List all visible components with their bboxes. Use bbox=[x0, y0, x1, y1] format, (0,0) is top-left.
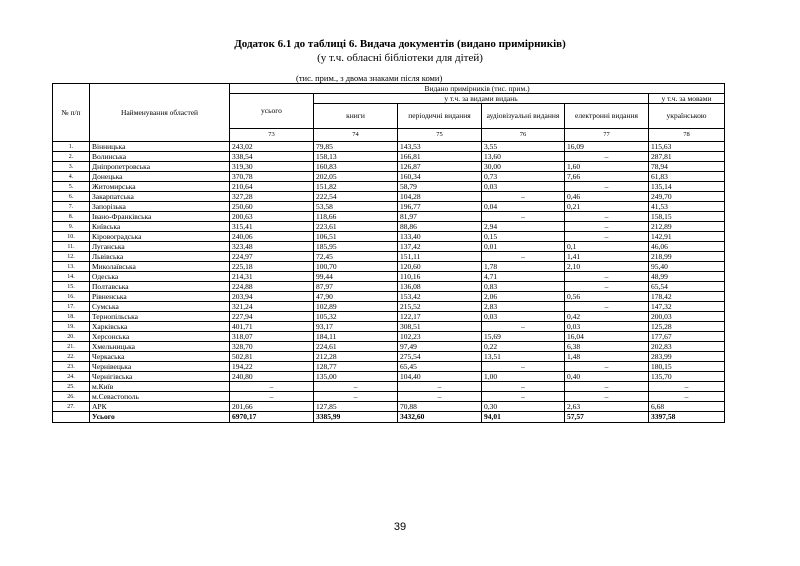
cell-books: 160,83 bbox=[314, 162, 398, 172]
cell-total: 323,48 bbox=[230, 242, 314, 252]
cell-books: 100,70 bbox=[314, 262, 398, 272]
row-index: 8. bbox=[53, 212, 90, 222]
region-name: Волинська bbox=[90, 152, 230, 162]
cell-periodicals: 137,42 bbox=[398, 242, 482, 252]
cell-books: 127,85 bbox=[314, 402, 398, 412]
cell-ukrainian: – bbox=[649, 382, 725, 392]
region-name: Сумська bbox=[90, 302, 230, 312]
row-index: 18. bbox=[53, 312, 90, 322]
cell-audiovisual: 13,51 bbox=[482, 352, 565, 362]
cell-audiovisual: – bbox=[482, 382, 565, 392]
cell-periodicals: 136,08 bbox=[398, 282, 482, 292]
cell-audiovisual: 3,55 bbox=[482, 142, 565, 152]
row-index: 1. bbox=[53, 142, 90, 152]
table-row bbox=[53, 192, 725, 202]
cell-books: 118,66 bbox=[314, 212, 398, 222]
cell-total: 502,81 bbox=[230, 352, 314, 362]
header-electronic: електронні видання bbox=[565, 104, 649, 129]
cell-ukrainian: 135,14 bbox=[649, 182, 725, 192]
cell-audiovisual: 0,22 bbox=[482, 342, 565, 352]
header-periodicals: періодичні видання bbox=[398, 104, 482, 129]
row-index: 26. bbox=[53, 392, 90, 402]
cell-ukrainian: 46,06 bbox=[649, 242, 725, 252]
cell-audiovisual: – bbox=[482, 362, 565, 372]
cell-ukrainian: 48,99 bbox=[649, 272, 725, 282]
cell-periodicals: 104,28 bbox=[398, 192, 482, 202]
region-name: Херсонська bbox=[90, 332, 230, 342]
cell-electronic: – bbox=[565, 282, 649, 292]
cell-electronic: 0,21 bbox=[565, 202, 649, 212]
total-cell-ukrainian: 3397,58 bbox=[649, 412, 725, 423]
row-index: 15. bbox=[53, 282, 90, 292]
cell-audiovisual: – bbox=[482, 252, 565, 262]
total-cell-periodicals: 3432,60 bbox=[398, 412, 482, 423]
cell-total: 318,07 bbox=[230, 332, 314, 342]
table-row bbox=[53, 382, 725, 392]
cell-electronic: 16,04 bbox=[565, 332, 649, 342]
row-index: 20. bbox=[53, 332, 90, 342]
table-row bbox=[53, 272, 725, 282]
cell-electronic: 2,10 bbox=[565, 262, 649, 272]
cell-electronic: – bbox=[565, 362, 649, 372]
row-index: 6. bbox=[53, 192, 90, 202]
cell-ukrainian: 6,68 bbox=[649, 402, 725, 412]
table-row bbox=[53, 362, 725, 372]
issuance-table bbox=[52, 83, 725, 423]
row-index: 7. bbox=[53, 202, 90, 212]
page-number: 39 bbox=[393, 521, 407, 533]
cell-audiovisual: 0,03 bbox=[482, 182, 565, 192]
cell-total: 370,78 bbox=[230, 172, 314, 182]
cell-books: 184,11 bbox=[314, 332, 398, 342]
cell-periodicals: 88,86 bbox=[398, 222, 482, 232]
table-row bbox=[53, 212, 725, 222]
table-row bbox=[53, 402, 725, 412]
table-row bbox=[53, 342, 725, 352]
cell-periodicals: 160,34 bbox=[398, 172, 482, 182]
cell-electronic: 1,60 bbox=[565, 162, 649, 172]
cell-total: – bbox=[230, 382, 314, 392]
total-index bbox=[53, 412, 90, 423]
header-number: № п/п bbox=[53, 84, 90, 142]
header-ukrainian: українською bbox=[649, 104, 725, 129]
region-name: м.Київ bbox=[90, 382, 230, 392]
cell-periodicals: 104,40 bbox=[398, 372, 482, 382]
region-name: Вінницька bbox=[90, 142, 230, 152]
cell-electronic: 0,40 bbox=[565, 372, 649, 382]
cell-ukrainian: 212,89 bbox=[649, 222, 725, 232]
cell-audiovisual: 1,78 bbox=[482, 262, 565, 272]
cell-total: 194,22 bbox=[230, 362, 314, 372]
cell-books: 87,97 bbox=[314, 282, 398, 292]
cell-periodicals: 133,40 bbox=[398, 232, 482, 242]
cell-audiovisual: – bbox=[482, 322, 565, 332]
cell-audiovisual: 2,83 bbox=[482, 302, 565, 312]
row-index: 4. bbox=[53, 172, 90, 182]
table-row bbox=[53, 332, 725, 342]
cell-electronic: 0,03 bbox=[565, 322, 649, 332]
row-index: 24. bbox=[53, 372, 90, 382]
row-index: 12. bbox=[53, 252, 90, 262]
cell-electronic: 1,48 bbox=[565, 352, 649, 362]
cell-books: 93,17 bbox=[314, 322, 398, 332]
cell-total: 328,70 bbox=[230, 342, 314, 352]
cell-audiovisual: – bbox=[482, 192, 565, 202]
cell-audiovisual: – bbox=[482, 392, 565, 402]
header-code: 73 bbox=[230, 129, 314, 142]
cell-electronic: 1,41 bbox=[565, 252, 649, 262]
header-code: 77 bbox=[565, 129, 649, 142]
region-name: Житомирська bbox=[90, 182, 230, 192]
cell-electronic: 16,09 bbox=[565, 142, 649, 152]
cell-electronic: – bbox=[565, 232, 649, 242]
row-index: 17. bbox=[53, 302, 90, 312]
header-code: 78 bbox=[649, 129, 725, 142]
cell-electronic: 0,46 bbox=[565, 192, 649, 202]
table-row bbox=[53, 322, 725, 332]
cell-total: 224,97 bbox=[230, 252, 314, 262]
cell-books: – bbox=[314, 392, 398, 402]
region-name: Дніпропетровська bbox=[90, 162, 230, 172]
cell-periodicals: 308,51 bbox=[398, 322, 482, 332]
cell-periodicals: 81,97 bbox=[398, 212, 482, 222]
cell-audiovisual: 4,71 bbox=[482, 272, 565, 282]
header-audiovisual: аудіовізуальні видання bbox=[482, 104, 565, 129]
cell-total: 315,41 bbox=[230, 222, 314, 232]
cell-books: 185,95 bbox=[314, 242, 398, 252]
document-subtitle: (у т.ч. обласні бібліотеки для дітей) bbox=[317, 52, 483, 64]
cell-total: 401,71 bbox=[230, 322, 314, 332]
cell-periodicals: 102,23 bbox=[398, 332, 482, 342]
header-region: Найменування областей bbox=[90, 84, 230, 142]
cell-ukrainian: 202,83 bbox=[649, 342, 725, 352]
cell-ukrainian: 65,54 bbox=[649, 282, 725, 292]
cell-ukrainian: 125,28 bbox=[649, 322, 725, 332]
cell-total: 319,30 bbox=[230, 162, 314, 172]
cell-total: 200,63 bbox=[230, 212, 314, 222]
table-row bbox=[53, 312, 725, 322]
cell-electronic: – bbox=[565, 272, 649, 282]
cell-electronic: 0,42 bbox=[565, 312, 649, 322]
region-name: Миколаївська bbox=[90, 262, 230, 272]
table-row bbox=[53, 202, 725, 212]
cell-periodicals: 120,60 bbox=[398, 262, 482, 272]
row-index: 19. bbox=[53, 322, 90, 332]
table-row bbox=[53, 352, 725, 362]
cell-total: 243,02 bbox=[230, 142, 314, 152]
row-index: 11. bbox=[53, 242, 90, 252]
region-name: Рівненська bbox=[90, 292, 230, 302]
table-row bbox=[53, 172, 725, 182]
row-index: 14. bbox=[53, 272, 90, 282]
table-row bbox=[53, 182, 725, 192]
cell-books: 53,58 bbox=[314, 202, 398, 212]
cell-periodicals: 153,42 bbox=[398, 292, 482, 302]
row-index: 5. bbox=[53, 182, 90, 192]
cell-books: 212,28 bbox=[314, 352, 398, 362]
cell-total: 224,88 bbox=[230, 282, 314, 292]
table-row bbox=[53, 252, 725, 262]
cell-ukrainian: 142,91 bbox=[649, 232, 725, 242]
cell-audiovisual: 13,60 bbox=[482, 152, 565, 162]
total-cell-audio: 94,01 bbox=[482, 412, 565, 423]
table-row bbox=[53, 152, 725, 162]
units-note: (тис. прим., з двома знаками після коми) bbox=[296, 73, 443, 83]
cell-total: 210,64 bbox=[230, 182, 314, 192]
document-title: Додаток 6.1 до таблиці 6. Видача документів (видано примірників) bbox=[234, 38, 566, 50]
table-row bbox=[53, 292, 725, 302]
region-name: Івано-Франківська bbox=[90, 212, 230, 222]
cell-periodicals: 166,81 bbox=[398, 152, 482, 162]
cell-audiovisual: 0,73 bbox=[482, 172, 565, 182]
header-code: 75 bbox=[398, 129, 482, 142]
cell-periodicals: 275,54 bbox=[398, 352, 482, 362]
table-row bbox=[53, 162, 725, 172]
table-row bbox=[53, 232, 725, 242]
row-index: 2. bbox=[53, 152, 90, 162]
cell-ukrainian: – bbox=[649, 392, 725, 402]
region-name: Полтавська bbox=[90, 282, 230, 292]
cell-books: 222,54 bbox=[314, 192, 398, 202]
cell-ukrainian: 178,42 bbox=[649, 292, 725, 302]
table-row bbox=[53, 142, 725, 152]
cell-electronic: – bbox=[565, 392, 649, 402]
cell-electronic: 0,56 bbox=[565, 292, 649, 302]
region-name: Хмельницька bbox=[90, 342, 230, 352]
cell-ukrainian: 41,53 bbox=[649, 202, 725, 212]
cell-books: 102,89 bbox=[314, 302, 398, 312]
row-index: 9. bbox=[53, 222, 90, 232]
cell-books: 151,82 bbox=[314, 182, 398, 192]
cell-audiovisual: 0,30 bbox=[482, 402, 565, 412]
cell-electronic: – bbox=[565, 302, 649, 312]
region-name: Кіровоградська bbox=[90, 232, 230, 242]
header-by-type: у т.ч. за видами видань bbox=[314, 94, 649, 104]
region-name: Луганська bbox=[90, 242, 230, 252]
cell-ukrainian: 61,83 bbox=[649, 172, 725, 182]
cell-audiovisual: 1,00 bbox=[482, 372, 565, 382]
cell-books: 79,85 bbox=[314, 142, 398, 152]
cell-electronic: 0,1 bbox=[565, 242, 649, 252]
cell-total: 338,54 bbox=[230, 152, 314, 162]
cell-electronic: – bbox=[565, 382, 649, 392]
cell-ukrainian: 200,03 bbox=[649, 312, 725, 322]
cell-audiovisual: 2,94 bbox=[482, 222, 565, 232]
cell-audiovisual: 2,06 bbox=[482, 292, 565, 302]
cell-books: 106,51 bbox=[314, 232, 398, 242]
cell-total: 240,06 bbox=[230, 232, 314, 242]
cell-total: 250,60 bbox=[230, 202, 314, 212]
region-name: м.Севастополь bbox=[90, 392, 230, 402]
cell-periodicals: 70,88 bbox=[398, 402, 482, 412]
row-index: 3. bbox=[53, 162, 90, 172]
row-index: 23. bbox=[53, 362, 90, 372]
row-index: 22. bbox=[53, 352, 90, 362]
cell-ukrainian: 135,70 bbox=[649, 372, 725, 382]
row-index: 25. bbox=[53, 382, 90, 392]
cell-total: 214,31 bbox=[230, 272, 314, 282]
cell-total: 227,94 bbox=[230, 312, 314, 322]
region-name: Тернопільська bbox=[90, 312, 230, 322]
region-name: Черкаська bbox=[90, 352, 230, 362]
cell-total: 203,94 bbox=[230, 292, 314, 302]
table-row bbox=[53, 372, 725, 382]
row-index: 21. bbox=[53, 342, 90, 352]
cell-books: – bbox=[314, 382, 398, 392]
region-name: Львівська bbox=[90, 252, 230, 262]
total-cell-electronic: 57,57 bbox=[565, 412, 649, 423]
row-index: 27. bbox=[53, 402, 90, 412]
cell-total: 201,66 bbox=[230, 402, 314, 412]
cell-total: – bbox=[230, 392, 314, 402]
cell-ukrainian: 283,99 bbox=[649, 352, 725, 362]
row-index: 10. bbox=[53, 232, 90, 242]
cell-ukrainian: 147,32 bbox=[649, 302, 725, 312]
cell-books: 47,90 bbox=[314, 292, 398, 302]
cell-periodicals: – bbox=[398, 392, 482, 402]
cell-audiovisual: 0,15 bbox=[482, 232, 565, 242]
header-by-language: у т.ч. за мовами bbox=[649, 94, 725, 104]
cell-audiovisual: 0,03 bbox=[482, 312, 565, 322]
region-name: Київська bbox=[90, 222, 230, 232]
header-code: 74 bbox=[314, 129, 398, 142]
table-row bbox=[53, 392, 725, 402]
cell-audiovisual: 0,01 bbox=[482, 242, 565, 252]
cell-periodicals: 65,45 bbox=[398, 362, 482, 372]
cell-total: 225,18 bbox=[230, 262, 314, 272]
cell-books: 135,00 bbox=[314, 372, 398, 382]
total-cell-total: 6970,17 bbox=[230, 412, 314, 423]
cell-periodicals: 58,79 bbox=[398, 182, 482, 192]
row-index: 13. bbox=[53, 262, 90, 272]
cell-ukrainian: 158,15 bbox=[649, 212, 725, 222]
cell-total: 327,28 bbox=[230, 192, 314, 202]
cell-ukrainian: 249,70 bbox=[649, 192, 725, 202]
cell-electronic: – bbox=[565, 152, 649, 162]
cell-periodicals: 110,16 bbox=[398, 272, 482, 282]
region-name: Одеська bbox=[90, 272, 230, 282]
cell-books: 223,61 bbox=[314, 222, 398, 232]
region-name: Запорізька bbox=[90, 202, 230, 212]
cell-periodicals: 97,49 bbox=[398, 342, 482, 352]
header-total: усього bbox=[230, 94, 314, 129]
region-name: Закарпатська bbox=[90, 192, 230, 202]
cell-periodicals: 196,77 bbox=[398, 202, 482, 212]
cell-periodicals: – bbox=[398, 382, 482, 392]
table-row bbox=[53, 222, 725, 232]
table-row bbox=[53, 242, 725, 252]
cell-books: 224,61 bbox=[314, 342, 398, 352]
header-books: книги bbox=[314, 104, 398, 129]
total-cell-books: 3385,99 bbox=[314, 412, 398, 423]
cell-periodicals: 215,52 bbox=[398, 302, 482, 312]
cell-books: 128,77 bbox=[314, 362, 398, 372]
cell-electronic: – bbox=[565, 182, 649, 192]
table-body bbox=[53, 142, 725, 412]
cell-books: 158,13 bbox=[314, 152, 398, 162]
cell-electronic: 2,63 bbox=[565, 402, 649, 412]
cell-audiovisual: 0,83 bbox=[482, 282, 565, 292]
cell-electronic: 7,66 bbox=[565, 172, 649, 182]
cell-ukrainian: 95,40 bbox=[649, 262, 725, 272]
cell-electronic: – bbox=[565, 212, 649, 222]
cell-total: 240,80 bbox=[230, 372, 314, 382]
cell-ukrainian: 218,99 bbox=[649, 252, 725, 262]
cell-electronic: 6,38 bbox=[565, 342, 649, 352]
region-name: Харківська bbox=[90, 322, 230, 332]
total-label: Усього bbox=[90, 412, 230, 423]
region-name: Донецька bbox=[90, 172, 230, 182]
cell-ukrainian: 177,67 bbox=[649, 332, 725, 342]
cell-audiovisual: 30,00 bbox=[482, 162, 565, 172]
cell-periodicals: 143,53 bbox=[398, 142, 482, 152]
region-name: Чернівецька bbox=[90, 362, 230, 372]
total-row bbox=[53, 412, 725, 423]
table-row bbox=[53, 302, 725, 312]
region-name: АРК bbox=[90, 402, 230, 412]
cell-electronic: – bbox=[565, 222, 649, 232]
cell-periodicals: 122,17 bbox=[398, 312, 482, 322]
cell-periodicals: 126,87 bbox=[398, 162, 482, 172]
table-row bbox=[53, 262, 725, 272]
cell-ukrainian: 180,15 bbox=[649, 362, 725, 372]
region-name: Чернігівська bbox=[90, 372, 230, 382]
cell-ukrainian: 115,63 bbox=[649, 142, 725, 152]
cell-total: 321,24 bbox=[230, 302, 314, 312]
cell-audiovisual: 0,04 bbox=[482, 202, 565, 212]
header-code: 76 bbox=[482, 129, 565, 142]
cell-books: 202,05 bbox=[314, 172, 398, 182]
cell-periodicals: 151,11 bbox=[398, 252, 482, 262]
table-row bbox=[53, 282, 725, 292]
row-index: 16. bbox=[53, 292, 90, 302]
header-issued: Видано примірників (тис. прим.) bbox=[230, 84, 725, 94]
cell-books: 105,32 bbox=[314, 312, 398, 322]
cell-ukrainian: 78,94 bbox=[649, 162, 725, 172]
cell-audiovisual: 15,69 bbox=[482, 332, 565, 342]
cell-ukrainian: 287,81 bbox=[649, 152, 725, 162]
cell-audiovisual: – bbox=[482, 212, 565, 222]
cell-books: 72,45 bbox=[314, 252, 398, 262]
cell-books: 99,44 bbox=[314, 272, 398, 282]
